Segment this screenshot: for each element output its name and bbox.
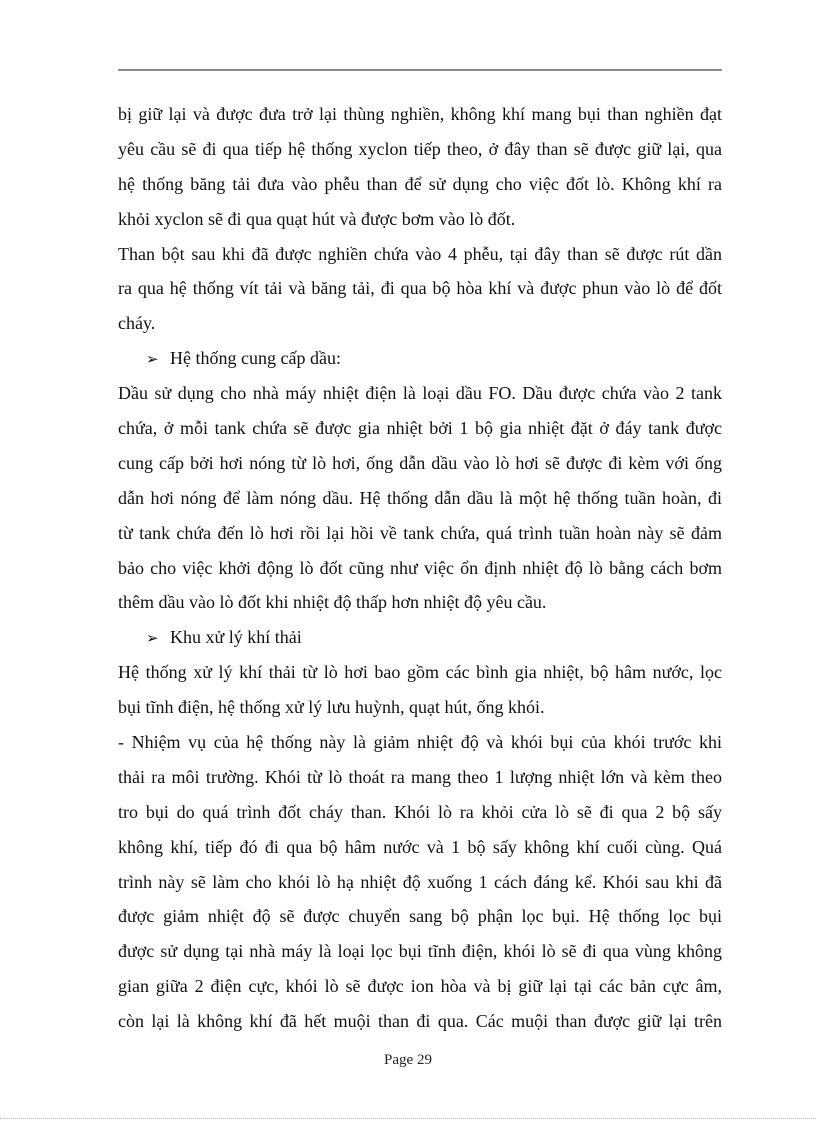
paragraph-1-line: hệ thống băng tải đưa vào phễu than để sử dụng cho việc đốt lò. Không khí ra bbox=[118, 173, 722, 194]
heading-oil-supply-text: Hệ thống cung cấp dầu: bbox=[170, 348, 341, 369]
arrow-right-bullet-icon: ➢ bbox=[146, 629, 159, 648]
paragraph-5-line: còn lại là không khí đã hết muội than đi qua. Các muội than được giữ lại trên bbox=[118, 1011, 722, 1032]
paragraph-5-line: - Nhiệm vụ của hệ thống này là giảm nhiệt độ và khói bụi của khói trước khi bbox=[118, 732, 722, 753]
paragraph-5-line: được giảm nhiệt độ sẽ được chuyển sang bộ phận lọc bụi. Hệ thống lọc bụi bbox=[118, 906, 722, 927]
paragraph-3-line: chứa, ở mỗi tank chứa sẽ được gia nhiệt bởi 1 bộ gia nhiệt đặt ở đáy tank được bbox=[118, 418, 722, 439]
paragraph-5-line: gian giữa 2 điện cực, khói lò sẽ được ion hòa và bị giữ lại tại các bản cực âm, bbox=[118, 976, 722, 997]
paragraph-1-line: khỏi xyclon sẽ đi qua quạt hút và được bơm vào lò đốt. bbox=[118, 208, 516, 229]
heading-exhaust-treatment bbox=[118, 620, 722, 655]
paragraph-2-line: ra qua hệ thống vít tải và băng tải, đi qua bộ hòa khí và được phun vào lò để đốt bbox=[118, 278, 722, 299]
paragraph-5-line: không khí, tiếp đó đi qua bộ hâm nước và 1 bộ sấy không khí cuối cùng. Quá bbox=[118, 836, 722, 857]
paragraph-5-line: trình này sẽ làm cho khói lò hạ nhiệt độ xuống 1 cách đáng kể. Khói sau khi đã bbox=[118, 871, 722, 892]
paragraph-3-line: thêm dầu vào lò đốt khi nhiệt độ thấp hơn nhiệt độ yêu cầu. bbox=[118, 592, 547, 613]
heading-exhaust-treatment-text: Khu xử lý khí thải bbox=[170, 627, 302, 648]
paragraph-3-line: cung cấp bởi hơi nóng từ lò hơi, ống dẫn dầu vào lò hơi sẽ được đi kèm với ống bbox=[118, 452, 722, 473]
paragraph-3-line: từ tank chứa đến lò hơi rồi lại hồi về tank chứa, quá trình tuần hoàn này sẽ đảm bbox=[118, 522, 722, 543]
paragraph-2-line: Than bột sau khi đã được nghiền chứa vào 4 phễu, tại đây than sẽ được rút dần bbox=[118, 243, 722, 264]
paragraph-5-line: thải ra môi trường. Khói từ lò thoát ra mang theo 1 lượng nhiệt lớn và kèm theo bbox=[118, 766, 722, 787]
header-rule bbox=[118, 69, 722, 71]
page-footer: Page 29 bbox=[384, 1052, 432, 1068]
body-text bbox=[118, 97, 722, 1039]
paragraph-3-line: dẫn hơi nóng để làm nóng dầu. Hệ thống dẫn dầu là một hệ thống tuần hoàn, đi bbox=[118, 487, 722, 508]
paragraph-3-line: bảo cho việc khởi động lò đốt cũng như việc ổn định nhiệt độ lò bằng cách bơm bbox=[118, 557, 722, 578]
heading-oil-supply bbox=[118, 341, 722, 376]
paragraph-3-line: Dầu sử dụng cho nhà máy nhiệt điện là loại dầu FO. Dầu được chứa vào 2 tank bbox=[118, 383, 722, 404]
paragraph-4-line: Hệ thống xử lý khí thải từ lò hơi bao gồm các bình gia nhiệt, bộ hâm nước, lọc bbox=[118, 662, 722, 683]
paragraph-2-line: cháy. bbox=[118, 313, 156, 334]
page-bottom-edge bbox=[0, 1118, 816, 1119]
paragraph-5-line: tro bụi do quá trình đốt cháy than. Khói lò ra khỏi cửa lò sẽ đi qua 2 bộ sấy bbox=[118, 801, 722, 822]
paragraph-5-line: được sử dụng tại nhà máy là loại lọc bụi tĩnh điện, khói lò sẽ đi qua vùng không bbox=[118, 941, 722, 962]
arrow-right-bullet-icon: ➢ bbox=[146, 350, 159, 369]
paragraph-4-line: bụi tĩnh điện, hệ thống xử lý lưu huỳnh, quạt hút, ống khói. bbox=[118, 697, 545, 718]
paragraph-1-line: yêu cầu sẽ đi qua tiếp hệ thống xyclon tiếp theo, ở đây than sẽ được giữ lại, qua bbox=[118, 138, 722, 159]
paragraph-1-line: bị giữ lại và được đưa trở lại thùng nghiền, không khí mang bụi than nghiền đạt bbox=[118, 104, 722, 124]
